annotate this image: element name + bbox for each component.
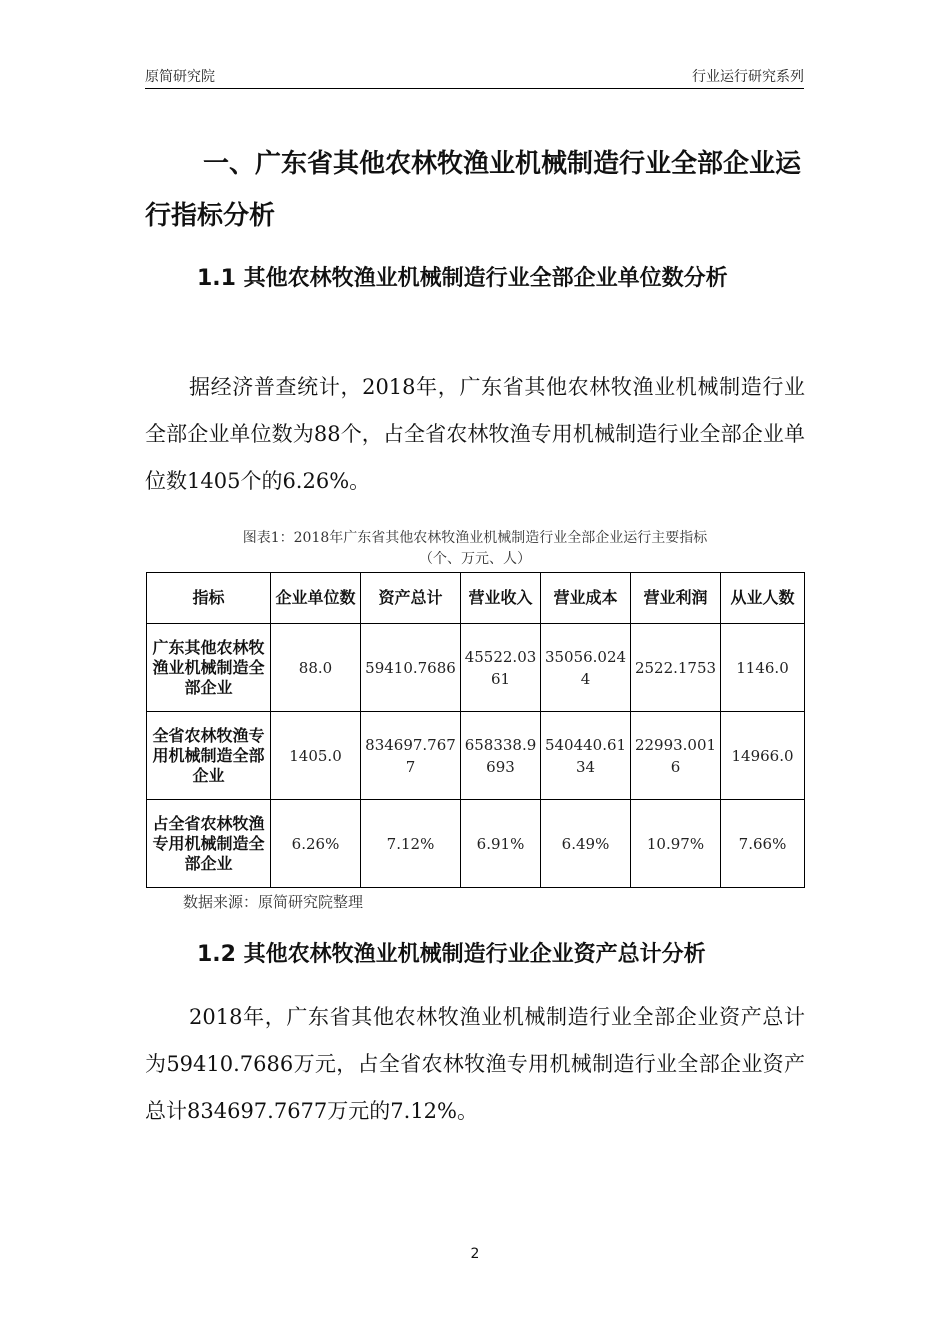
table-cell: 540440.6134 (541, 712, 631, 800)
section-1-1-paragraph: 据经济普查统计，2018年，广东省其他农林牧渔业机械制造行业全部企业单位数为88个，占全省农林牧渔专用机械制造行业全部企业单位数1405个的6.26%。 (145, 375, 805, 493)
table-row (147, 624, 805, 712)
header-series-name: 行业运行研究系列 (692, 69, 804, 85)
table-cell: 59410.7686 (361, 624, 461, 712)
table-header-cell: 营业成本 (541, 573, 631, 624)
header-org-name: 原简研究院 (145, 69, 215, 85)
table-cell: 14966.0 (721, 712, 805, 800)
table-cell: 6.91% (461, 800, 541, 888)
table-header-cell: 指标 (147, 573, 271, 624)
table-cell: 834697.7677 (361, 712, 461, 800)
table-cell: 45522.0361 (461, 624, 541, 712)
table-cell: 7.12% (361, 800, 461, 888)
table-cell: 1146.0 (721, 624, 805, 712)
table-cell: 2522.1753 (631, 624, 721, 712)
table-caption: 图表1：2018年广东省其他农林牧渔业机械制造行业全部企业运行主要指标 (242, 530, 708, 546)
header-divider (145, 88, 804, 89)
section-1-2-heading: 1.2 其他农林牧渔业机械制造行业企业资产总计分析 (197, 942, 706, 967)
indicator-table (146, 572, 805, 888)
table-row (147, 712, 805, 800)
table-source-note: 数据来源：原简研究院整理 (183, 893, 364, 911)
table-header-cell: 营业收入 (461, 573, 541, 624)
table-cell: 10.97% (631, 800, 721, 888)
table-caption-units: （个、万元、人） (419, 551, 531, 567)
page-number: 2 (470, 1246, 480, 1262)
table-cell: 658338.9693 (461, 712, 541, 800)
table-row (147, 800, 805, 888)
table-header-cell: 资产总计 (361, 573, 461, 624)
table-cell: 6.26% (271, 800, 361, 888)
table-header-cell: 从业人数 (721, 573, 805, 624)
table-header-row (147, 573, 805, 624)
table-cell: 6.49% (541, 800, 631, 888)
table-header-cell: 企业单位数 (271, 573, 361, 624)
table-cell: 88.0 (271, 624, 361, 712)
table-cell: 7.66% (721, 800, 805, 888)
section-1-1-heading: 1.1 其他农林牧渔业机械制造行业全部企业单位数分析 (197, 266, 728, 291)
row-label: 全省农林牧渔专用机械制造全部企业 (147, 712, 271, 800)
section-1-2-paragraph: 2018年，广东省其他农林牧渔业机械制造行业全部企业资产总计为59410.7686万元，占全省农林牧渔专用机械制造行业全部企业资产总计834697.7677万元的7.12%。 (145, 1005, 805, 1123)
table-cell: 22993.0016 (631, 712, 721, 800)
section-1-heading: 一、广东省其他农林牧渔业机械制造行业全部企业运行指标分析 (145, 149, 802, 231)
table-cell: 35056.0244 (541, 624, 631, 712)
table-header-cell: 营业利润 (631, 573, 721, 624)
table-cell: 1405.0 (271, 712, 361, 800)
row-label: 广东其他农林牧渔业机械制造全部企业 (147, 624, 271, 712)
row-label: 占全省农林牧渔专用机械制造全部企业 (147, 800, 271, 888)
